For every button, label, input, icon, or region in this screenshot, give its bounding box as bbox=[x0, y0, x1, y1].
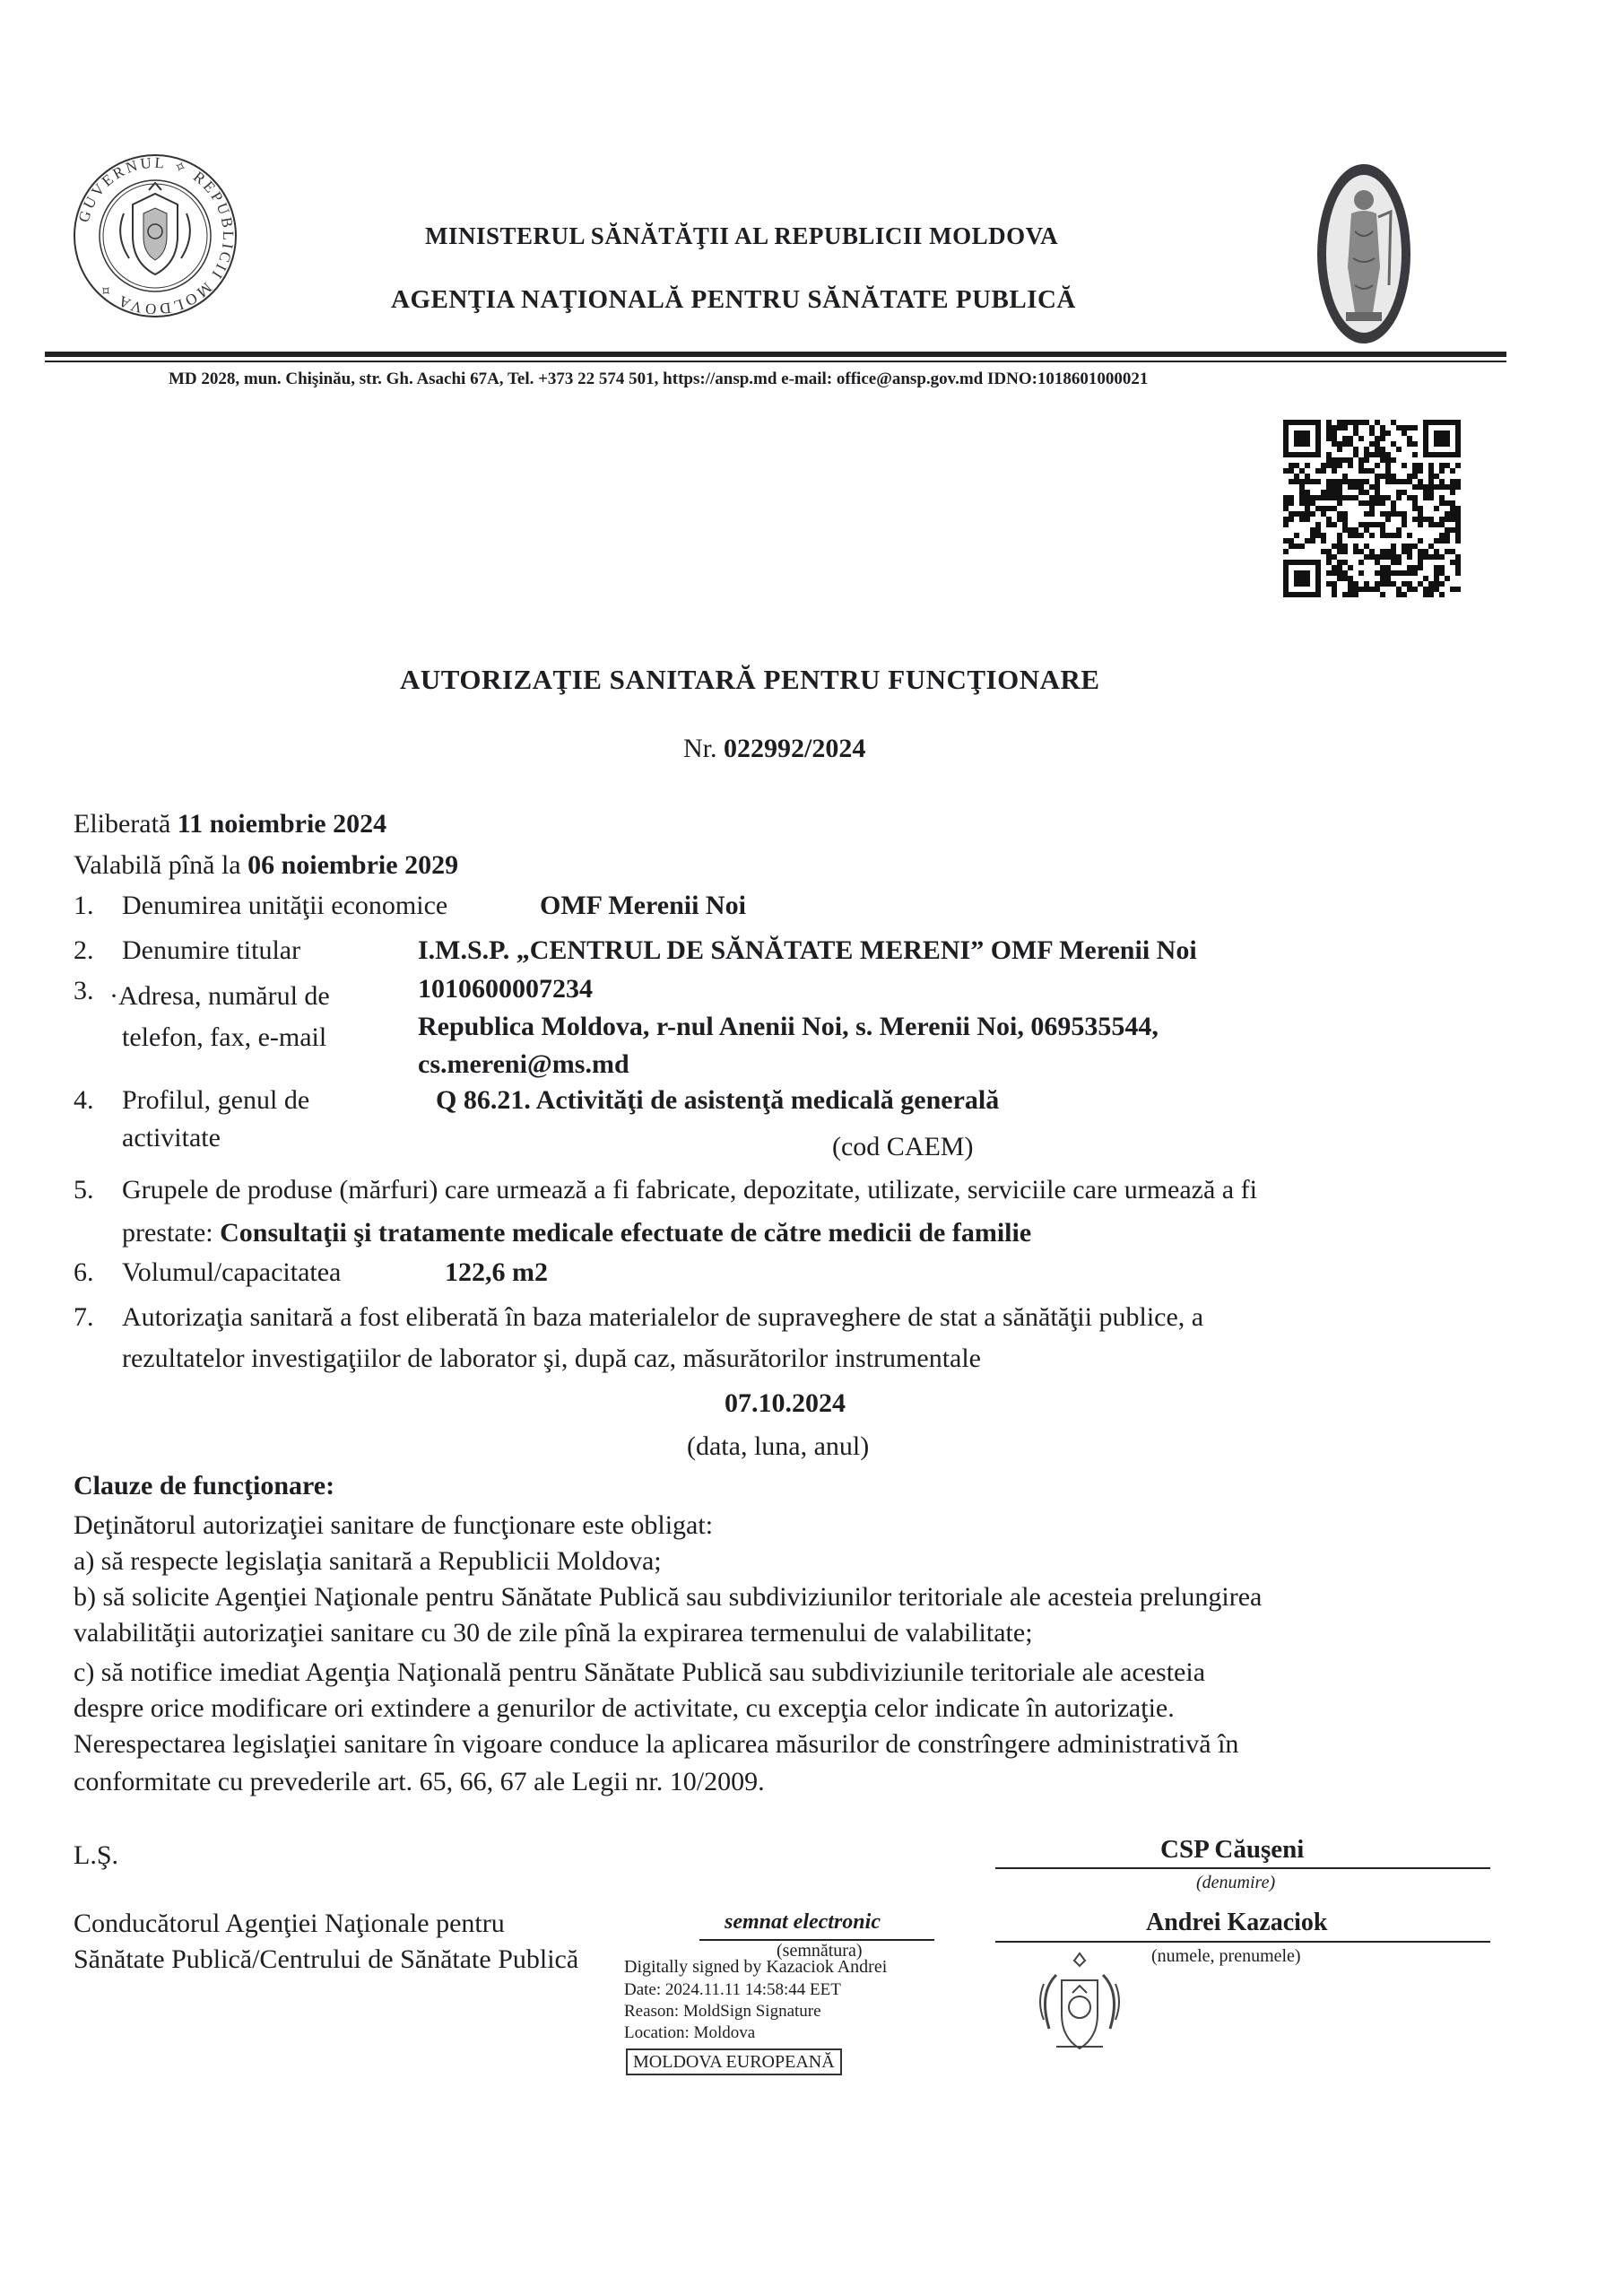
leader-line-1: Conducătorul Agenţiei Naţionale pentru bbox=[74, 1909, 505, 1938]
document-title: AUTORIZAŢIE SANITARĂ PENTRU FUNCŢIONARE bbox=[400, 664, 1100, 695]
ls-mark: L.Ş. bbox=[74, 1840, 119, 1870]
item-6-label: Volumul/capacitatea bbox=[122, 1257, 342, 1287]
agency-contact-line: MD 2028, mun. Chişinău, str. Gh. Asachi 67A, Tel. +373 22 574 501, https://ansp.md e-mail: office@ansp.gov.md IDNO:1018601000021 bbox=[169, 370, 1149, 388]
digital-sign-line-2: Date: 2024.11.11 14:58:44 EET bbox=[624, 1980, 841, 1999]
item-3-email: cs.mereni@ms.md bbox=[418, 1049, 629, 1079]
document-number bbox=[683, 734, 865, 764]
item-5-num: 5. bbox=[74, 1175, 94, 1205]
item-7-date: 07.10.2024 bbox=[725, 1388, 846, 1418]
number-label: Nr. bbox=[683, 734, 717, 763]
item-2-value: I.M.S.P. „CENTRUL DE SĂNĂTATE MERENI” OMF Merenii Noi bbox=[418, 935, 1197, 965]
signer-name: Andrei Kazaciok bbox=[1146, 1909, 1328, 1936]
item-3-idno: 1010600007234 bbox=[418, 974, 593, 1004]
digital-sign-line-3: Reason: MoldSign Signature bbox=[624, 2002, 821, 2021]
item-7-text-2: rezultatelor investigaţiilor de laborator şi, după caz, măsurătorilor instrumentale bbox=[122, 1344, 981, 1373]
clause-line-1: Deţinătorul autorizaţiei sanitare de funcţionare este obligat: bbox=[74, 1510, 714, 1540]
signature-caption: (semnătura) bbox=[777, 1941, 863, 1961]
clause-line-6: despre orice modificare ori extindere a genurilor de activitate, cu excepţia celor indicate în autorizaţie. bbox=[74, 1693, 1175, 1723]
item-7-date-caption: (data, luna, anul) bbox=[687, 1431, 870, 1461]
header-divider-thin bbox=[45, 361, 1506, 362]
signer-underline bbox=[995, 1941, 1490, 1943]
valid-line bbox=[74, 850, 458, 881]
item-5-prefix: prestate: bbox=[122, 1218, 213, 1248]
coat-of-arms-icon bbox=[1029, 1948, 1130, 2063]
issued-label: Eliberată bbox=[74, 809, 171, 839]
agency-emblem bbox=[1314, 160, 1414, 348]
item-2-num: 2. bbox=[74, 935, 94, 965]
issued-line bbox=[74, 809, 386, 839]
moldova-europeana-badge: MOLDOVA EUROPEANĂ bbox=[626, 2048, 842, 2075]
ministry-title: MINISTERUL SĂNĂTĂŢII AL REPUBLICII MOLDOVA bbox=[425, 222, 1059, 249]
item-4-label-1: Profilul, genul de bbox=[122, 1085, 310, 1115]
digital-sign-line-4: Location: Moldova bbox=[624, 2023, 756, 2042]
item-3-address: Republica Moldova, r-nul Anenii Noi, s. Merenii Noi, 069535544, bbox=[418, 1012, 1159, 1041]
item-4-label-2: activitate bbox=[122, 1123, 221, 1152]
valid-label: Valabilă pînă la bbox=[74, 850, 241, 880]
item-3-label-2: telefon, fax, e-mail bbox=[122, 1022, 327, 1052]
clause-line-5: c) să notifice imediat Agenţia Naţională pentru Sănătate Publică sau subdiviziunile teritoriale ale acesteia bbox=[74, 1657, 1206, 1687]
clause-line-4: valabilităţii autorizaţiei sanitare cu 30 de zile pînă la expirarea termenului de valabilitate; bbox=[74, 1618, 1033, 1648]
government-seal bbox=[70, 151, 240, 321]
issued-value: 11 noiembrie 2024 bbox=[177, 809, 387, 839]
item-6-num: 6. bbox=[74, 1257, 94, 1287]
csp-underline bbox=[995, 1867, 1490, 1869]
clauses-heading: Clauze de funcţionare: bbox=[74, 1471, 335, 1500]
valid-value: 06 noiembrie 2029 bbox=[247, 850, 459, 880]
item-1-value: OMF Merenii Noi bbox=[540, 891, 746, 920]
item-5-text-2 bbox=[122, 1218, 1031, 1248]
clause-line-8: conformitate cu prevederile art. 65, 66, 67 ale Legii nr. 10/2009. bbox=[74, 1767, 765, 1796]
item-7-text-1: Autorizaţia sanitară a fost eliberată în baza materialelor de supraveghere de stat a sănătăţii publice, a bbox=[122, 1302, 1204, 1332]
signature-electronic: semnat electronic bbox=[725, 1910, 881, 1934]
svg-text:GUVERNUL ✧ REPUBLICII MOLDOVA: GUVERNUL ✧ REPUBLICII MOLDOVA ✧ bbox=[74, 153, 238, 318]
clause-line-7: Nerespectarea legislaţiei sanitare în vigoare conduce la aplicarea măsurilor de constrîngere administrativă în bbox=[74, 1729, 1239, 1759]
clause-line-2: a) să respecte legislaţia sanitară a Republicii Moldova; bbox=[74, 1546, 662, 1576]
item-4-num: 4. bbox=[74, 1085, 94, 1115]
item-5-text-1: Grupele de produse (mărfuri) care urmează a fi fabricate, depozitate, utilizate, serviciile care urmează a fi bbox=[122, 1175, 1257, 1205]
csp-name: CSP Căuşeni bbox=[1160, 1835, 1305, 1864]
item-5-value: Consultaţii şi tratamente medicale efectuate de către medicii de familie bbox=[220, 1218, 1032, 1248]
number-value: 022992/2024 bbox=[724, 734, 866, 763]
item-4-value: Q 86.21. Activităţi de asistenţă medicală generală bbox=[436, 1085, 1000, 1115]
item-3-num: 3. bbox=[74, 976, 94, 1005]
item-2-label: Denumire titular bbox=[122, 935, 301, 965]
agency-title: AGENŢIA NAŢIONALĂ PENTRU SĂNĂTATE PUBLICĂ bbox=[391, 285, 1076, 314]
denumire-caption: (denumire) bbox=[1196, 1873, 1276, 1892]
item-3-label-1: ·Adresa, numărul de bbox=[109, 981, 330, 1011]
item-1-label: Denumirea unităţii economice bbox=[122, 891, 448, 920]
qr-code bbox=[1283, 420, 1461, 597]
item-1-num: 1. bbox=[74, 891, 94, 920]
signer-caption: (numele, prenumele) bbox=[1151, 1946, 1301, 1966]
leader-line-2: Sănătate Publică/Centrului de Sănătate Publică bbox=[74, 1944, 579, 1974]
digital-sign-line-1: Digitally signed by Kazaciok Andrei bbox=[624, 1957, 888, 1977]
header-divider-thick bbox=[45, 352, 1506, 357]
clause-line-3: b) să solicite Agenţiei Naţionale pentru Sănătate Publică sau subdiviziunilor teritoriale ale acesteia prelungirea bbox=[74, 1582, 1263, 1612]
item-7-num: 7. bbox=[74, 1302, 94, 1332]
item-4-note: (cod CAEM) bbox=[832, 1132, 974, 1161]
item-6-value: 122,6 m2 bbox=[445, 1257, 548, 1287]
